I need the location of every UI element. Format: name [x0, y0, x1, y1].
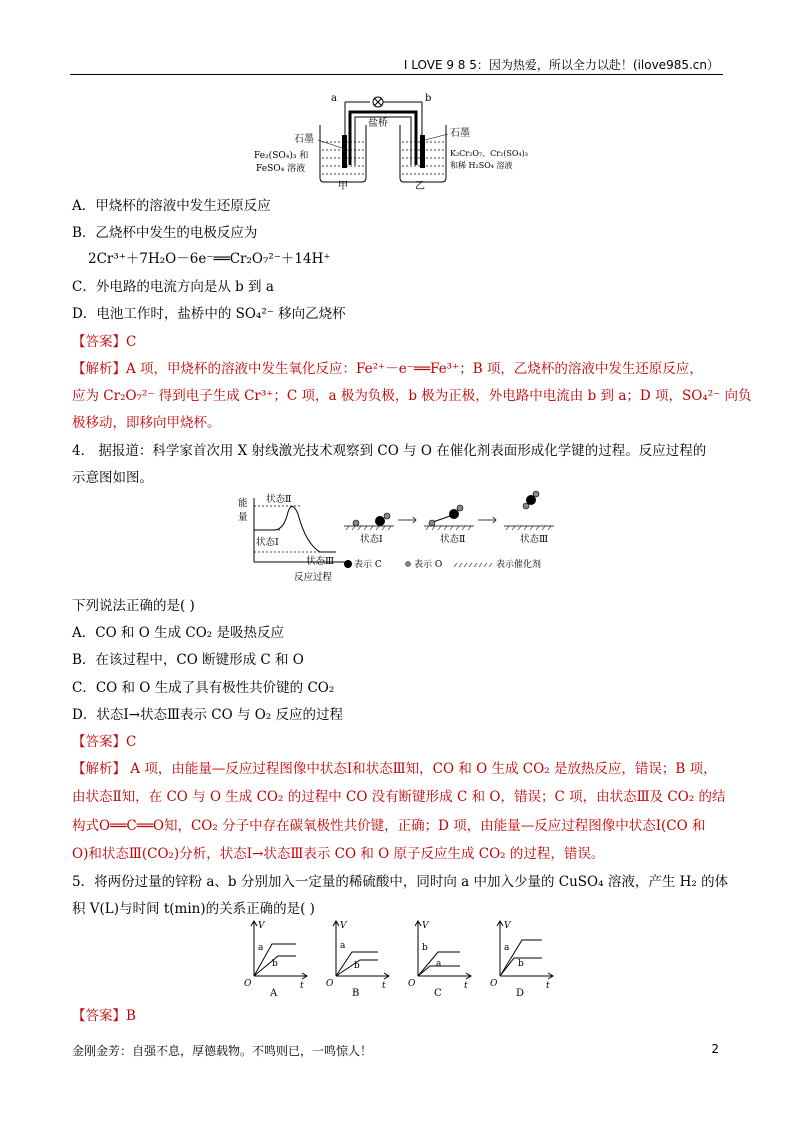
q4-answer: 【答案】C	[72, 734, 137, 750]
graphite-right-label: 石墨	[450, 128, 470, 139]
graph-option-label: B	[352, 988, 360, 998]
state1-o-atom	[353, 520, 359, 526]
state-1-label: 状态Ⅰ	[256, 537, 279, 548]
state3-o2-atom	[533, 491, 539, 497]
graph-D	[490, 921, 553, 998]
y-label-1: 能	[238, 498, 248, 509]
v-label: V	[258, 921, 265, 931]
q3-answer: 【答案】C	[72, 334, 137, 350]
graph-option-label: A	[270, 988, 278, 998]
curve-bottom-label: a	[436, 959, 442, 969]
left-electrode	[342, 135, 347, 168]
q3-option-b-equation: 2Cr³⁺＋7H₂O－6e⁻══Cr₂O₇²⁻＋14H⁺	[88, 251, 331, 267]
state1-o2-atom	[384, 513, 390, 519]
jia-label: 甲	[338, 181, 348, 190]
legend-o: 表示 O	[414, 560, 443, 570]
curve-top-label: b	[422, 943, 428, 953]
graph-option-label: C	[434, 988, 442, 998]
state2-c-atom	[449, 509, 459, 519]
q4-prompt: 下列说法正确的是( )	[72, 598, 195, 614]
curve-bottom-label: b	[354, 961, 360, 971]
q5-stem-1: 5．将两份过量的锌粉 a、b 分别加入一定量的稀硫酸中，同时向 a 中加入少量的 CuSO₄ 溶液，产生 H₂ 的体	[72, 874, 729, 890]
origin-label: O	[408, 979, 416, 989]
label-a: a	[331, 93, 337, 104]
right-electrode	[420, 135, 425, 168]
origin-label: O	[490, 979, 498, 989]
label-b: b	[425, 93, 432, 104]
v-label: V	[504, 921, 511, 931]
q3-option-a: A．甲烧杯的溶液中发生还原反应	[72, 198, 271, 214]
t-label: t	[382, 981, 386, 991]
salt-bridge-label: 盐桥	[368, 118, 388, 129]
graph-C	[408, 921, 471, 998]
q3-option-d: D．电池工作时，盐桥中的 SO₄²⁻ 移向乙烧杯	[72, 306, 346, 322]
legend-c: 表示 C	[354, 560, 382, 570]
legend-o-icon	[406, 562, 411, 567]
curve-top-label: a	[258, 943, 264, 953]
state2-o-atom	[429, 520, 435, 526]
origin-label: O	[244, 979, 252, 989]
state2-o2-atom	[457, 505, 463, 511]
q4-option-b: B．在该过程中，CO 断键形成 C 和 O	[72, 652, 304, 668]
q4-stem-2: 示意图如图。	[72, 470, 153, 486]
state1-c-atom	[375, 516, 385, 526]
q5-stem-2: 积 V(L)与时间 t(min)的关系正确的是( )	[72, 901, 315, 917]
v-label: V	[340, 921, 347, 931]
panel-1-label: 状态Ⅰ	[360, 534, 383, 545]
header-rule	[70, 74, 723, 75]
page-number: 2	[711, 1042, 719, 1056]
q4-option-c: C．CO 和 O 生成了具有极性共价键的 CO₂	[72, 680, 335, 696]
galvanic-cell-figure	[250, 90, 550, 190]
left-solution-label-1: Fe₂(SO₄)₃ 和	[254, 151, 309, 161]
state-2-label: 状态Ⅱ	[266, 494, 292, 505]
q3-option-c: C．外电路的电流方向是从 b 到 a	[72, 279, 274, 295]
q4-option-a: A．CO 和 O 生成 CO₂ 是吸热反应	[72, 625, 284, 641]
graphite-left-label: 石墨	[294, 134, 314, 145]
right-solution-label-1: K₂Cr₂O₇、Cr₂(SO₄)₃	[450, 149, 528, 158]
curve-bottom-label: b	[518, 959, 524, 969]
curve-top-label: a	[504, 943, 510, 953]
origin-label: O	[326, 979, 334, 989]
q4-explanation-1: 【解析】 A 项，由能量—反应过程图像中状态Ⅰ和状态Ⅲ知，CO 和 O 生成 CO₂ 是放热反应，错误；B 项，	[72, 761, 717, 777]
curve-bottom-label: b	[272, 959, 278, 969]
graph-A	[244, 921, 307, 998]
v-label: V	[422, 921, 429, 931]
legend-c-icon	[344, 560, 352, 568]
legend-catalyst: 表示催化剂	[496, 560, 542, 570]
graph-option-label: D	[516, 988, 525, 998]
left-solution-label-2: FeSO₄ 溶液	[256, 164, 306, 174]
panel-3-label: 状态Ⅲ	[520, 534, 549, 545]
y-label-2: 量	[238, 512, 248, 523]
t-label: t	[546, 981, 550, 991]
q4-stem-1: 4． 据报道：科学家首次用 X 射线激光技术观察到 CO 与 O 在催化剂表面形成化学键的过程。反应过程的	[72, 443, 707, 459]
state-3-label: 状态Ⅲ	[306, 556, 335, 567]
t-label: t	[464, 981, 468, 991]
q3-explanation-1: 【解析】A 项，甲烧杯的溶液中发生氧化反应：Fe²⁺－e⁻══Fe³⁺；B 项，乙烧杯的溶液中发生还原反应，	[72, 361, 703, 377]
q4-explanation-2: 由状态Ⅱ知，在 CO 与 O 生成 CO₂ 的过程中 CO 没有断键形成 C 和 O，错误；C 项，由状态Ⅲ及 CO₂ 的结	[72, 789, 726, 805]
q4-explanation-4: O)和状态Ⅲ(CO₂)分析，状态Ⅰ→状态Ⅲ表示 CO 和 O 原子反应生成 CO₂ 的过程，错误。	[72, 846, 605, 862]
energy-diagram-figure	[232, 490, 562, 584]
volume-time-graphs	[240, 918, 560, 998]
q4-option-d: D．状态Ⅰ→状态Ⅲ表示 CO 与 O₂ 反应的过程	[72, 707, 344, 723]
yi-label: 乙	[415, 181, 425, 190]
q5-answer: 【答案】B	[72, 1008, 136, 1024]
curve-top-label: a	[340, 941, 346, 951]
q3-explanation-3: 极移动，即移向甲烧杯。	[72, 415, 221, 431]
graph-B	[326, 921, 389, 998]
t-label: t	[300, 981, 304, 991]
q3-explanation-2: 应为 Cr₂O₇²⁻ 得到电子生成 Cr³⁺；C 项，a 极为负极，b 极为正极，外电路中电流由 b 到 a；D 项，SO₄²⁻ 向负	[72, 388, 752, 404]
q4-explanation-3: 构式O══C══O知，CO₂ 分子中存在碳氧极性共价键，正确；D 项，由能量—反应过程图像中状态Ⅰ(CO 和	[72, 818, 706, 834]
right-solution-label-2: 和稀 H₂SO₄ 溶液	[450, 161, 513, 170]
page-header: I LOVE 9 8 5：因为热爱，所以全力以赴！(ilove985.cn）	[403, 58, 719, 72]
x-label: 反应过程	[294, 572, 333, 583]
q3-option-b: B．乙烧杯中发生的电极反应为	[72, 225, 258, 241]
page-footer: 金刚金芳：自强不息，厚德载物。不鸣则已，一鸣惊人！	[72, 1044, 373, 1058]
panel-2-label: 状态Ⅱ	[440, 534, 466, 545]
